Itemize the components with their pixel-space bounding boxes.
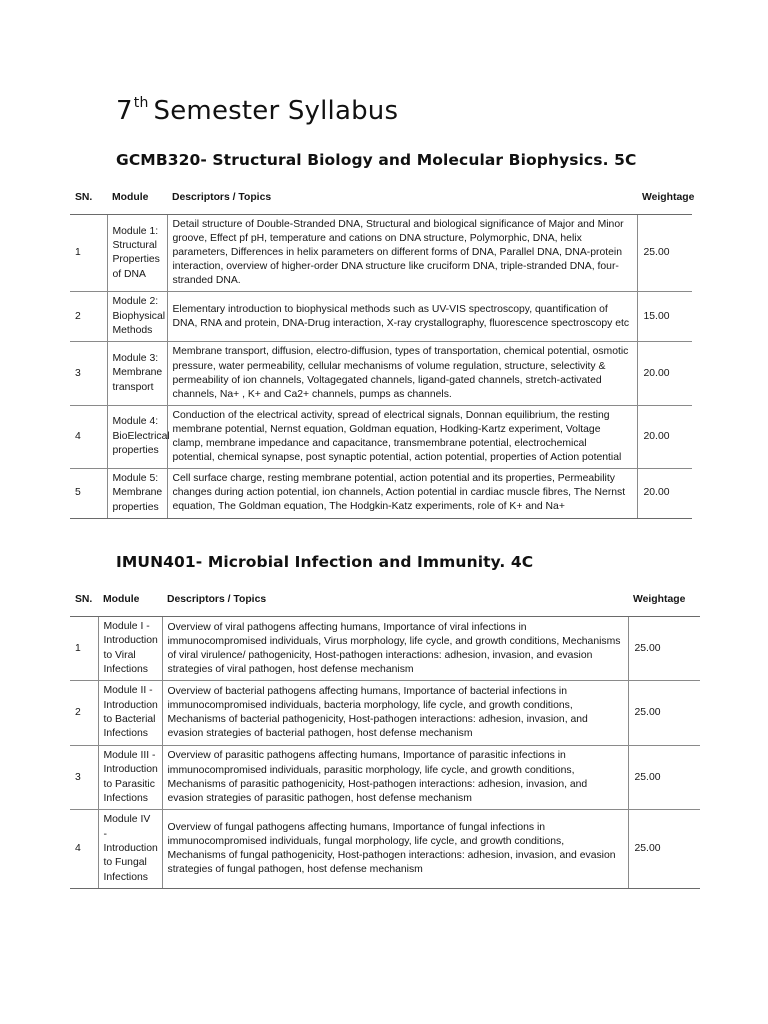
column-header-sn: SN. — [70, 589, 98, 617]
table-header-row — [70, 589, 700, 617]
table-row — [70, 292, 692, 342]
course-heading-imun401: IMUN401- Microbial Infection and Immunity. 4C — [116, 552, 534, 571]
row-weightage: 25.00 — [628, 681, 700, 745]
row-weightage: 25.00 — [637, 215, 692, 292]
row-topics: Conduction of the electrical activity, spread of electrical signals, Donnan equilibrium, the resting membrane potential, Nernst equation, Goldman equation, Hodking-Kartz experiment, Voltage clamp, membrane impedance and capacitance, transmembrane potential, electrochemical potential, chemical synapse, post synaptic potential, action potential, properties of Action potential — [167, 405, 637, 468]
syllabus-table-imun401 — [70, 589, 700, 889]
row-module: Module 1: Structural Properties of DNA — [107, 215, 167, 292]
table-row — [70, 468, 692, 518]
row-weightage: 20.00 — [637, 468, 692, 518]
row-sn: 3 — [70, 745, 98, 809]
table-row — [70, 616, 700, 680]
row-sn: 4 — [70, 810, 98, 889]
page-title — [116, 94, 694, 129]
column-header-weightage: Weightage — [628, 589, 700, 617]
page-title-text: Semester Syllabus — [153, 96, 399, 126]
row-sn: 1 — [70, 616, 98, 680]
row-module: Module 5: Membrane properties — [107, 468, 167, 518]
row-weightage: 20.00 — [637, 405, 692, 468]
table-row — [70, 745, 700, 809]
row-weightage: 25.00 — [628, 810, 700, 889]
row-topics: Membrane transport, diffusion, electro-diffusion, types of transportation, chemical potential, osmotic pressure, water permeability, cellular mechanisms of volume regulation, structure, selectivity & permeability of ion channels, Voltagegated channels, ligand-gated channels, stretch-activated channels, Na+ , K+ and Ca2+ channels, pumps as channels. — [167, 342, 637, 405]
row-topics: Overview of bacterial pathogens affecting humans, Importance of bacterial infections in immunocompromised individuals, bacteria morphology, life cycle, and growth conditions, Mechanisms of bacterial pathogenicity, Host-pathogen interactions: adhesion, invasion, and evasion strategies of bacterial pathogen, host defense mechanism — [162, 681, 628, 745]
page-title-superscript: th — [133, 95, 149, 111]
row-topics: Overview of parasitic pathogens affecting humans, Importance of parasitic infections in immunocompromised individuals, parasitic morphology, life cycle, and growth conditions, Mechanisms of parasitic pathogenicity, Host-pathogen interactions: adhesion, invasion, and evasion strategies of parasitic pathogen, host defense mechanism — [162, 745, 628, 809]
row-module: Module 2: Biophysical Methods — [107, 292, 167, 342]
table-row — [70, 681, 700, 745]
page-title-number: 7 — [116, 96, 133, 126]
column-header-module: Module — [98, 589, 162, 617]
column-header-weightage: Weightage — [637, 187, 692, 215]
column-header-module: Module — [107, 187, 167, 215]
row-topics: Detail structure of Double-Stranded DNA, Structural and biological significance of Major and Minor groove, Effect pf pH, temperature and cations on DNA structure, Polymorphic, DNA, helix parameters, Differences in helix parameters on different forms of DNA, Parallel DNA, DNA-protein interaction, overview of higher-order DNA structure like cruciform DNA, triple-stranded DNA, four-stranded DNA. — [167, 215, 637, 292]
table-row — [70, 405, 692, 468]
row-module: Module III - Introduction to Parasitic Infections — [98, 745, 162, 809]
table-row — [70, 215, 692, 292]
row-sn: 5 — [70, 468, 107, 518]
row-module: Module 4: BioElectrical properties — [107, 405, 167, 468]
row-sn: 2 — [70, 681, 98, 745]
row-weightage: 20.00 — [637, 342, 692, 405]
row-module: Module 3: Membrane transport — [107, 342, 167, 405]
row-sn: 4 — [70, 405, 107, 468]
row-topics: Overview of viral pathogens affecting humans, Importance of viral infections in immunocompromised individuals, Virus morphology, life cycle, and growth conditions, Mechanisms of viral virulence/ pathogenicity, Host-pathogen interactions: adhesion, invasion, and evasion strategies of viral pathogen, host defense mechanism — [162, 616, 628, 680]
column-header-topics: Descriptors / Topics — [162, 589, 628, 617]
column-header-sn: SN. — [70, 187, 107, 215]
row-sn: 2 — [70, 292, 107, 342]
table-row — [70, 342, 692, 405]
table-row — [70, 810, 700, 889]
row-sn: 1 — [70, 215, 107, 292]
row-weightage: 25.00 — [628, 616, 700, 680]
syllabus-table-gcmb320 — [70, 187, 695, 519]
row-topics: Overview of fungal pathogens affecting humans, Importance of fungal infections in immunocompromised individuals, fungal morphology, life cycle, and growth conditions, Mechanisms of fungal pathogenicity, Host-pathogen interactions: adhesion, invasion, and evasion strategies of fungal pathogen, host defense mechanism — [162, 810, 628, 889]
row-sn: 3 — [70, 342, 107, 405]
row-weightage: 25.00 — [628, 745, 700, 809]
row-weightage: 15.00 — [637, 292, 692, 342]
table-header-row — [70, 187, 692, 215]
row-module: Module IV - Introduction to Fungal Infections — [98, 810, 162, 889]
column-header-topics: Descriptors / Topics — [167, 187, 637, 215]
row-topics: Cell surface charge, resting membrane potential, action potential and its properties, Permeability changes during action potential, ion channels, Action potential in cardiac muscle fibres, The Nernst equation, The Goldman equation, The Hodgkin-Katz experiments, role of K+ and Na+ — [167, 468, 637, 518]
row-module: Module II - Introduction to Bacterial Infections — [98, 681, 162, 745]
row-topics: Elementary introduction to biophysical methods such as UV-VIS spectroscopy, quantification of DNA, RNA and protein, DNA-Drug interaction, X-ray crystallography, fluorescence spectroscopy etc — [167, 292, 637, 342]
row-module: Module I - Introduction to Viral Infections — [98, 616, 162, 680]
course-heading-gcmb320: GCMB320- Structural Biology and Molecular Biophysics. 5C — [116, 151, 637, 170]
